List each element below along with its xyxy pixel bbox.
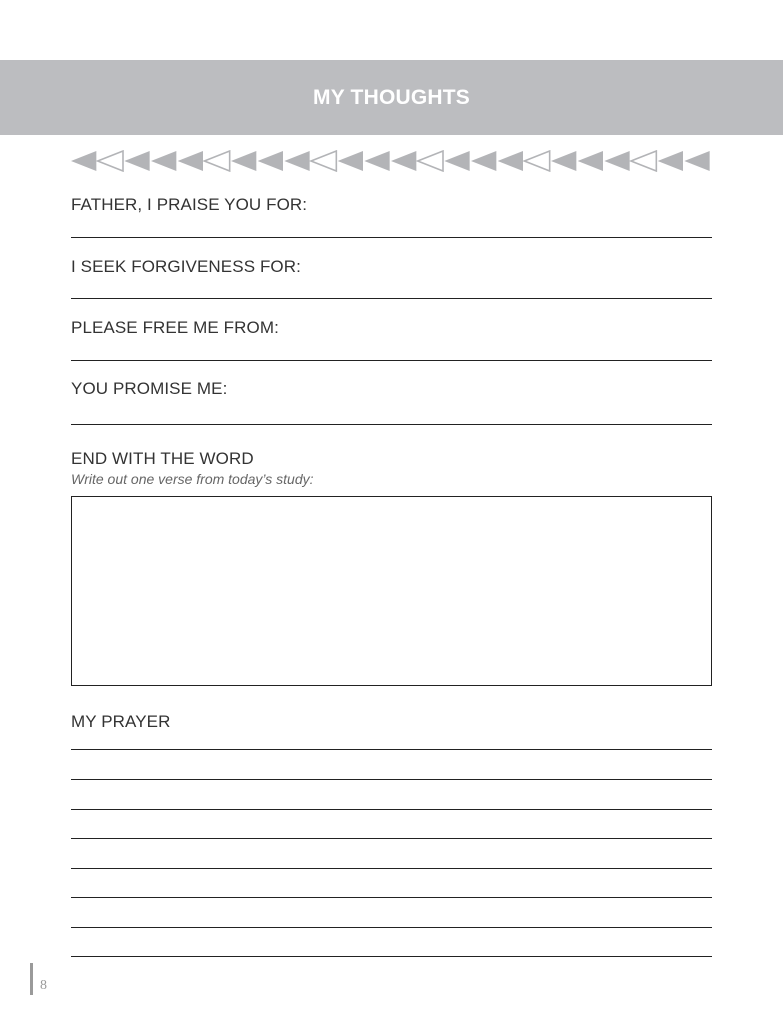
prayer-write-line[interactable]	[71, 897, 712, 898]
prayer-label: MY PRAYER	[71, 712, 171, 731]
outline-triangle-icon	[631, 151, 656, 171]
prayer-write-line[interactable]	[71, 868, 712, 869]
prayer-write-line[interactable]	[71, 779, 712, 780]
outline-triangle-icon	[418, 151, 443, 171]
forgiveness-label: I SEEK FORGIVENESS FOR:	[71, 257, 301, 276]
filled-triangle-icon	[391, 151, 416, 171]
verse-write-box[interactable]	[71, 496, 712, 686]
page-number-bar	[30, 963, 33, 995]
free-write-line[interactable]	[71, 360, 712, 361]
prayer-write-line[interactable]	[71, 749, 712, 750]
free-label: PLEASE FREE ME FROM:	[71, 318, 279, 337]
praise-label: FATHER, I PRAISE YOU FOR:	[71, 195, 308, 214]
word-instruction: Write out one verse from today’s study:	[71, 471, 314, 487]
prayer-write-line[interactable]	[71, 838, 712, 839]
filled-triangle-icon	[551, 151, 576, 171]
filled-triangle-icon	[444, 151, 469, 171]
outline-triangle-icon	[204, 151, 229, 171]
page-number: 8	[40, 978, 47, 993]
filled-triangle-icon	[338, 151, 363, 171]
prayer-write-line[interactable]	[71, 927, 712, 928]
filled-triangle-icon	[258, 151, 283, 171]
filled-triangle-icon	[578, 151, 603, 171]
filled-triangle-icon	[124, 151, 149, 171]
outline-triangle-icon	[311, 151, 336, 171]
filled-triangle-icon	[498, 151, 523, 171]
outline-triangle-icon	[98, 151, 123, 171]
word-label: END WITH THE WORD	[71, 449, 254, 468]
header-band	[0, 60, 783, 135]
prayer-write-line[interactable]	[71, 956, 712, 957]
prayer-write-line[interactable]	[71, 809, 712, 810]
filled-triangle-icon	[284, 151, 309, 171]
filled-triangle-icon	[364, 151, 389, 171]
promise-write-line[interactable]	[71, 424, 712, 425]
filled-triangle-icon	[71, 151, 96, 171]
triangle-border-decoration	[71, 150, 711, 172]
filled-triangle-icon	[604, 151, 629, 171]
filled-triangle-icon	[684, 151, 709, 171]
praise-write-line[interactable]	[71, 237, 712, 238]
filled-triangle-icon	[658, 151, 683, 171]
page-title: MY THOUGHTS	[313, 85, 470, 109]
promise-label: YOU PROMISE ME:	[71, 379, 228, 398]
outline-triangle-icon	[524, 151, 549, 171]
filled-triangle-icon	[151, 151, 176, 171]
filled-triangle-icon	[471, 151, 496, 171]
forgiveness-write-line[interactable]	[71, 298, 712, 299]
filled-triangle-icon	[178, 151, 203, 171]
filled-triangle-icon	[231, 151, 256, 171]
